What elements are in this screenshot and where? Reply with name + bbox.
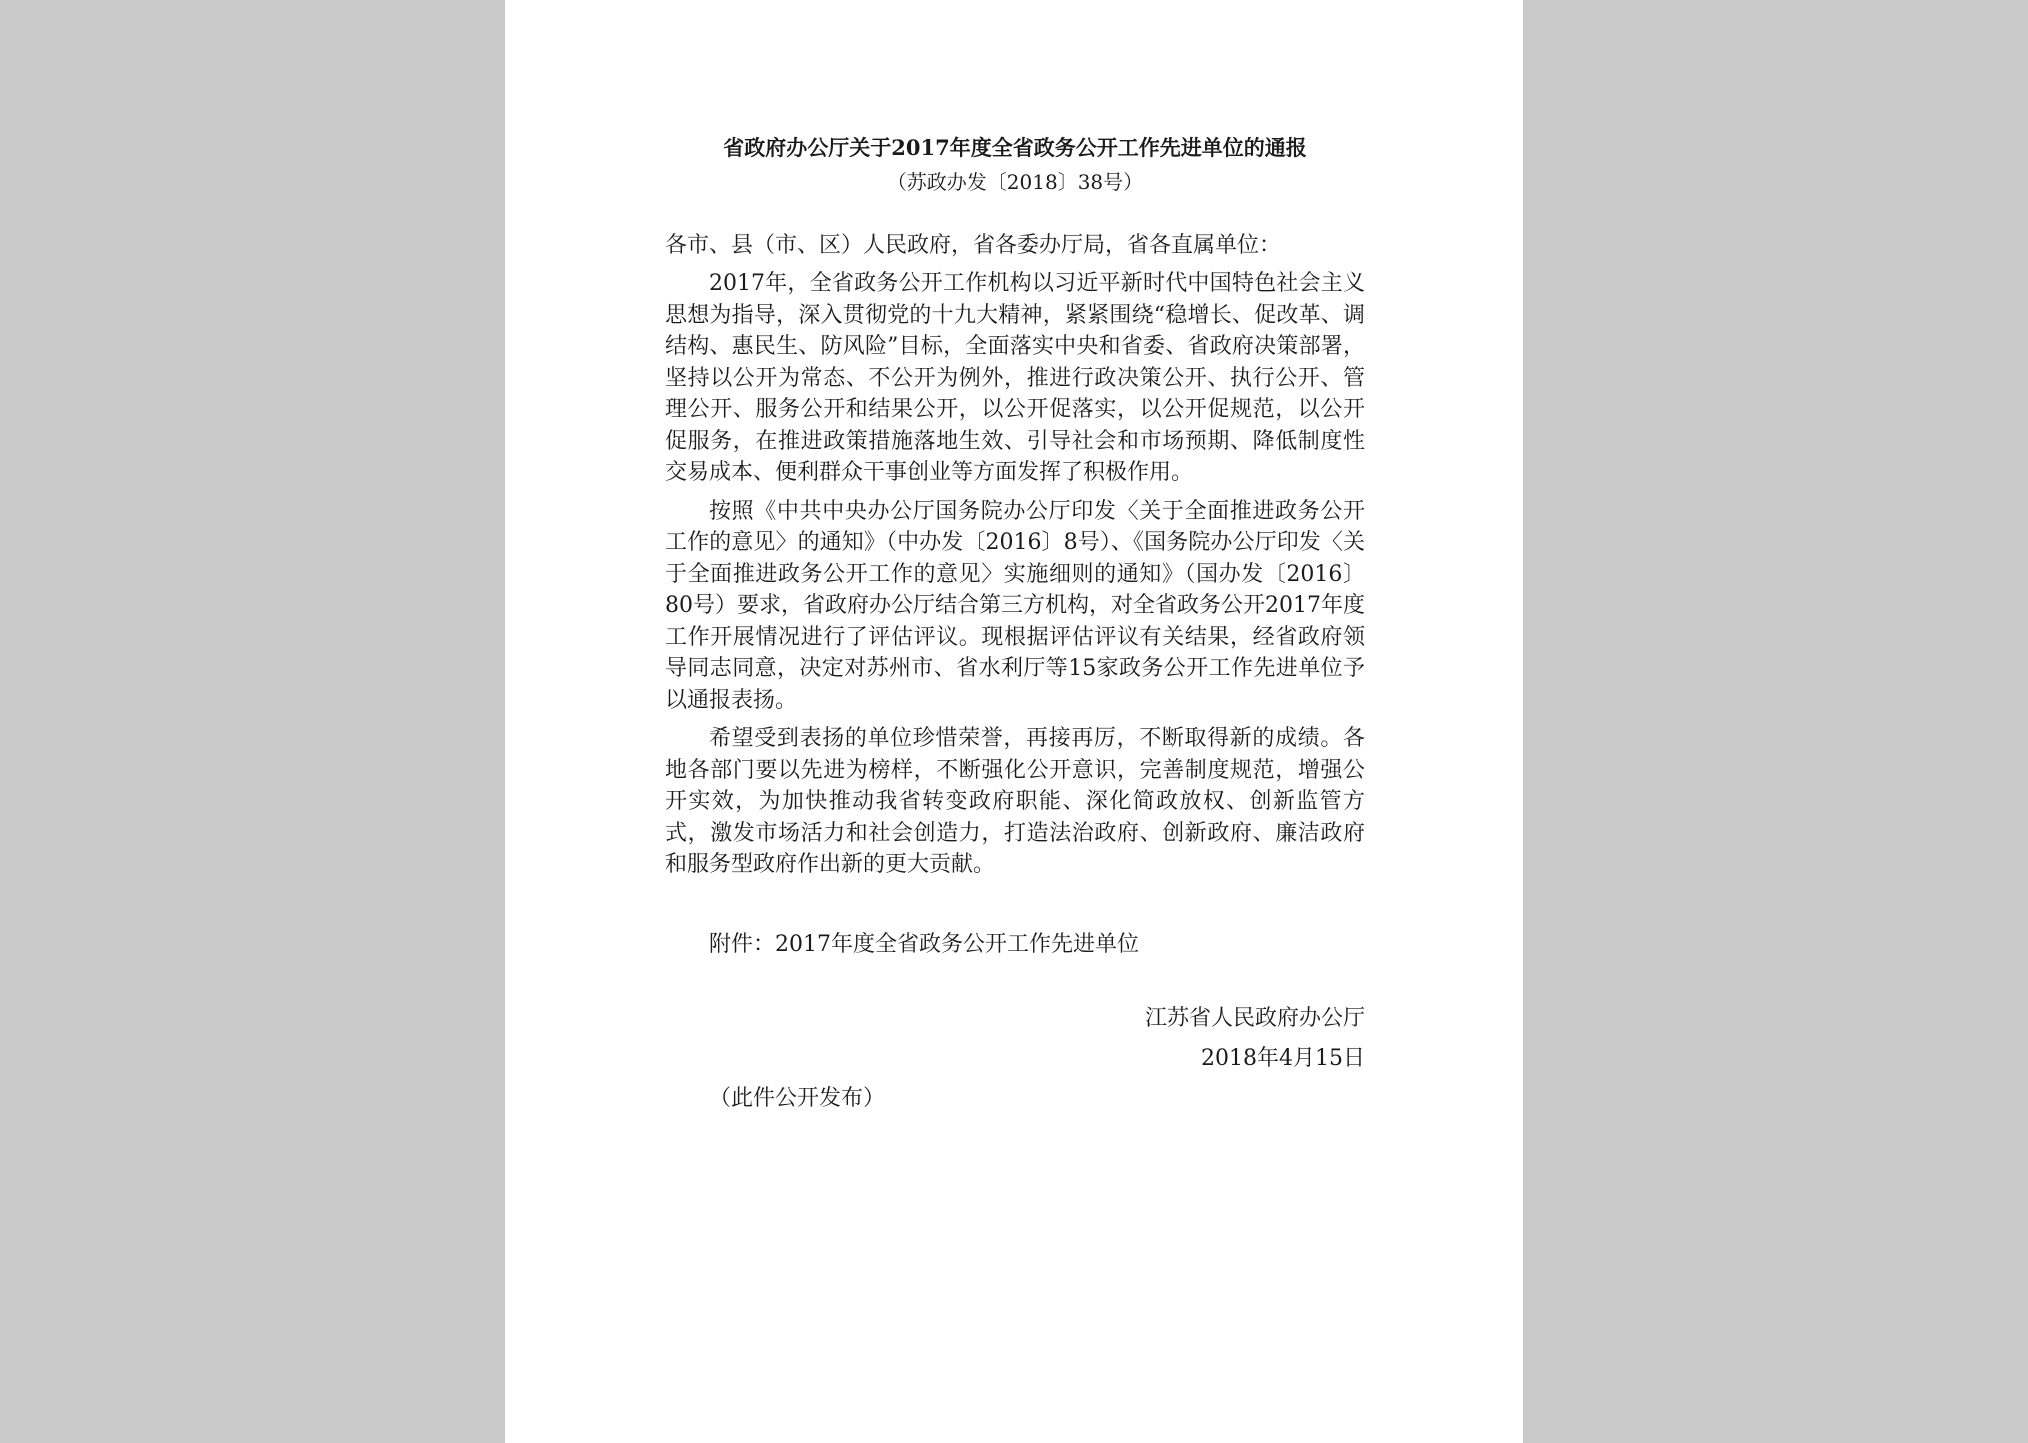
document-content	[665, 132, 1365, 1115]
issue-date: 2018年4月15日	[1201, 1045, 1365, 1071]
document-page	[505, 0, 1523, 1443]
document-number: （苏政办发〔2018〕38号）	[886, 170, 1144, 194]
body-paragraph-1: 2017年，全省政务公开工作机构以习近平新时代中国特色社会主义思想为指导，深入贯彻党的十九大精神，紧紧围绕“稳增长、促改革、调结构、惠民生、防风险”目标，全面落实中央和省委、省政府决策部署，坚持以公开为常态、不公开为例外，推进行政决策公开、执行公开、管理公开、服务公开和结果公开，以公开促落实，以公开促规范，以公开促服务，在推进政策措施落地生效、引导社会和市场预期、降低制度性交易成本、便利群众干事创业等方面发挥了积极作用。	[665, 271, 1365, 485]
attachment-line: 附件：2017年度全省政务公开工作先进单位	[709, 931, 1139, 957]
document-title: 省政府办公厅关于2017年度全省政务公开工作先进单位的通报	[723, 135, 1307, 160]
body-paragraph-3: 希望受到表扬的单位珍惜荣誉，再接再厉，不断取得新的成绩。各地各部门要以先进为榜样，不断强化公开意识，完善制度规范，增强公开实效，为加快推动我省转变政府职能、深化简政放权、创新监管方式，激发市场活力和社会创造力，打造法治政府、创新政府、廉洁政府和服务型政府作出新的更大贡献。	[665, 726, 1365, 877]
salutation: 各市、县（市、区）人民政府，省各委办厅局，省各直属单位：	[665, 233, 1282, 258]
publication-note: （此件公开发布）	[709, 1085, 886, 1111]
body-paragraph-2: 按照《中共中央办公厅国务院办公厅印发〈关于全面推进政务公开工作的意见〉的通知》（中办发〔2016〕8号）、《国务院办公厅印发〈关于全面推进政务公开工作的意见〉实施细则的通知》（国办发〔2016〕80号）要求，省政府办公厅结合第三方机构，对全省政务公开2017年度工作开展情况进行了评估评议。现根据评估评议有关结果，经省政府领导同志同意，决定对苏州市、省水利厅等15家政务公开工作先进单位予以通报表扬。	[665, 498, 1365, 713]
issuer-signature: 江苏省人民政府办公厅	[1144, 1005, 1365, 1031]
